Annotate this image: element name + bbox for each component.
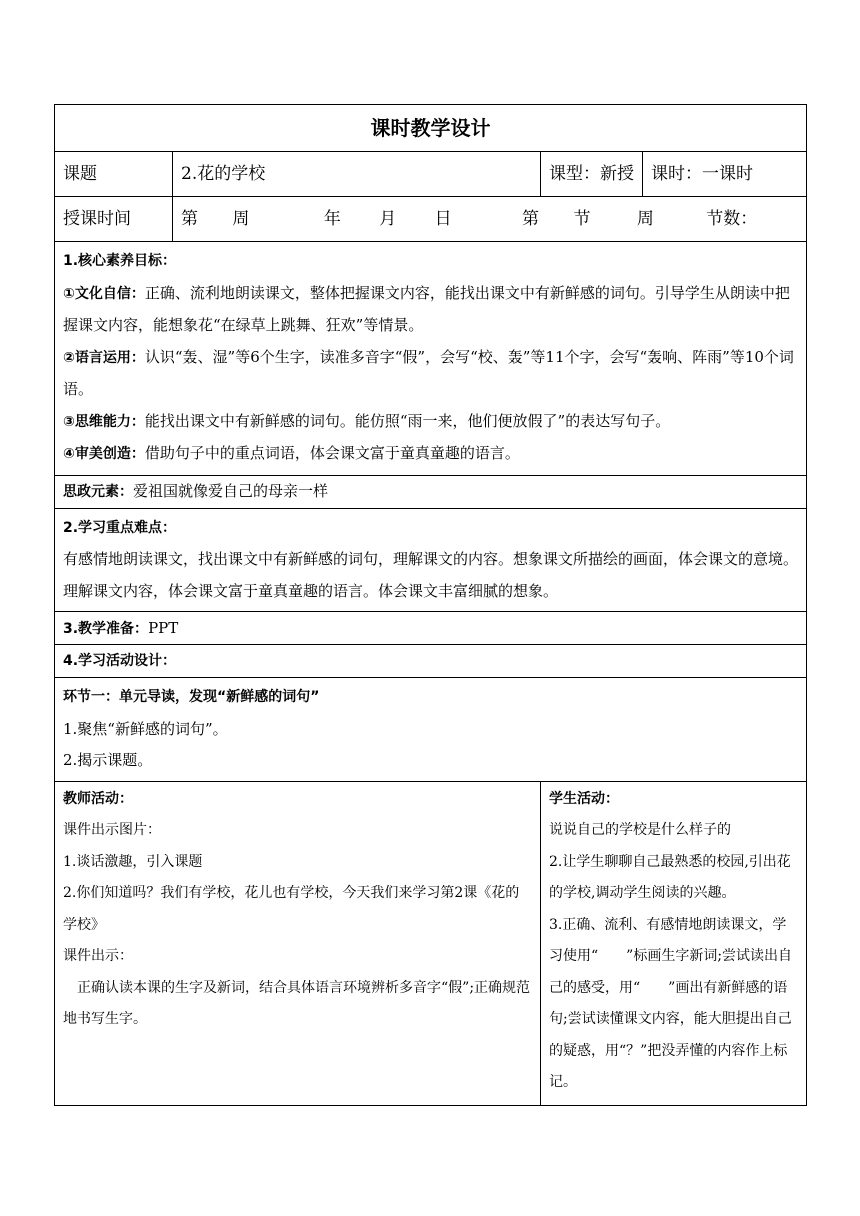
teacher-activity (55, 781, 541, 1105)
goal-text: 正确、流利地朗读课文，整体把握课文内容，能找出课文中有新鲜感的词句。引导学生从朗读中把握课文内容，能想象花“在绿草上跳舞、狂欢”等情景。 (63, 283, 790, 334)
time-section: 节 (573, 209, 591, 229)
goal-item (63, 342, 798, 406)
ideology-lead: 思政元素： (63, 484, 133, 500)
student-activity (541, 781, 807, 1105)
key-points-heading: 2.学习重点难点： (63, 519, 177, 536)
prep-lead: 3.教学准备： (63, 620, 149, 637)
goal-item (63, 278, 798, 342)
teacher-heading: 教师活动： (63, 790, 133, 807)
teacher-line: 2.你们知道吗？我们有学校，花儿也有学校，今天我们来学习第2课《花的学校》 (63, 885, 520, 933)
topic-value: 2.花的学校 (173, 152, 541, 197)
student-line: 2.让学生聊聊自己最熟悉的校园,引出花的学校,调动学生阅读的兴趣。 (549, 853, 791, 901)
section1-block (55, 678, 807, 782)
goal-text: 认识“轰、湿”等6个生字，读准多音字“假”，会写“校、轰”等11个字，会写“轰响、阵雨”等10个词语。 (63, 347, 794, 398)
time-week: 周 (232, 209, 250, 229)
time-section-prefix: 第 (522, 209, 540, 229)
goal-text: 能找出课文中有新鲜感的词句。能仿照“雨一来，他们便放假了”的表达写句子。 (144, 411, 671, 430)
section1-line: 1.聚焦“新鲜感的词句”。 (63, 719, 228, 738)
prep-text: PPT (148, 618, 179, 637)
goal-lead: ②语言运用： (63, 349, 145, 366)
goal-item (63, 406, 798, 439)
student-heading: 学生活动： (549, 790, 619, 807)
topic-label: 课题 (55, 152, 173, 197)
lesson-plan-sheet (54, 104, 806, 1106)
goal-text: 借助句子中的重点词语，体会课文富于童真童趣的语言。 (144, 444, 520, 462)
time-year: 年 (323, 209, 341, 229)
lesson-type: 课型：新授 (541, 152, 643, 197)
goals-heading: 1.核心素养目标： (63, 253, 177, 269)
section1-heading: 环节一：单元导读，发现“新鲜感的词句” (63, 689, 320, 705)
student-line: 3.正确、流利、有感情地朗读课文，学习使用“ ”标画生字新词;尝试读出自己的感受，用“ ”画出有新鲜感的语句;尝试读懂课文内容，能大胆提出自己的疑惑，用“？”把没弄懂的内容作上标记。 (549, 916, 793, 1090)
lesson-plan-table (54, 104, 807, 1106)
section1-line: 2.揭示课题。 (63, 751, 153, 769)
ideology-row (55, 475, 807, 508)
teacher-line: 1.谈话激趣，引入课题 (63, 853, 203, 870)
time-day: 日 (434, 209, 452, 229)
time-month: 月 (379, 209, 397, 229)
time-count: 节数： (706, 209, 758, 229)
ideology-text: 爱祖国就像爱自己的母亲一样 (133, 482, 329, 500)
teacher-line: 课件出示图片： (63, 822, 161, 838)
document-title: 课时教学设计 (55, 105, 807, 152)
goal-lead: ③思维能力： (63, 413, 145, 430)
time-weekday: 周 (636, 209, 654, 229)
goal-item (63, 438, 798, 471)
goal-lead: ①文化自信： (63, 285, 145, 302)
activity-heading: 4.学习活动设计： (55, 645, 807, 678)
teacher-line: 课件出示： (63, 948, 133, 964)
key-points-block (55, 508, 807, 612)
lesson-period: 课时：一课时 (643, 152, 807, 197)
time-fields (173, 197, 807, 242)
goals-block (55, 242, 807, 476)
prep-row (55, 612, 807, 645)
time-label: 授课时间 (55, 197, 173, 242)
teacher-indented: 正确认读本课的生字及新词，结合具体语言环境辨析多音字“假”;正确规范地书写生字。 (63, 979, 531, 1027)
goal-lead: ④审美创造： (63, 446, 145, 462)
key-points-text: 有感情地朗读课文，找出课文中有新鲜感的词句，理解课文的内容。想象课文所描绘的画面，体会课文的意境。理解课文内容，体会课文富于童真童趣的语言。体会课文丰富细腻的想象。 (63, 550, 799, 600)
time-week-prefix: 第 (181, 209, 198, 229)
student-line: 说说自己的学校是什么样子的 (549, 822, 731, 838)
